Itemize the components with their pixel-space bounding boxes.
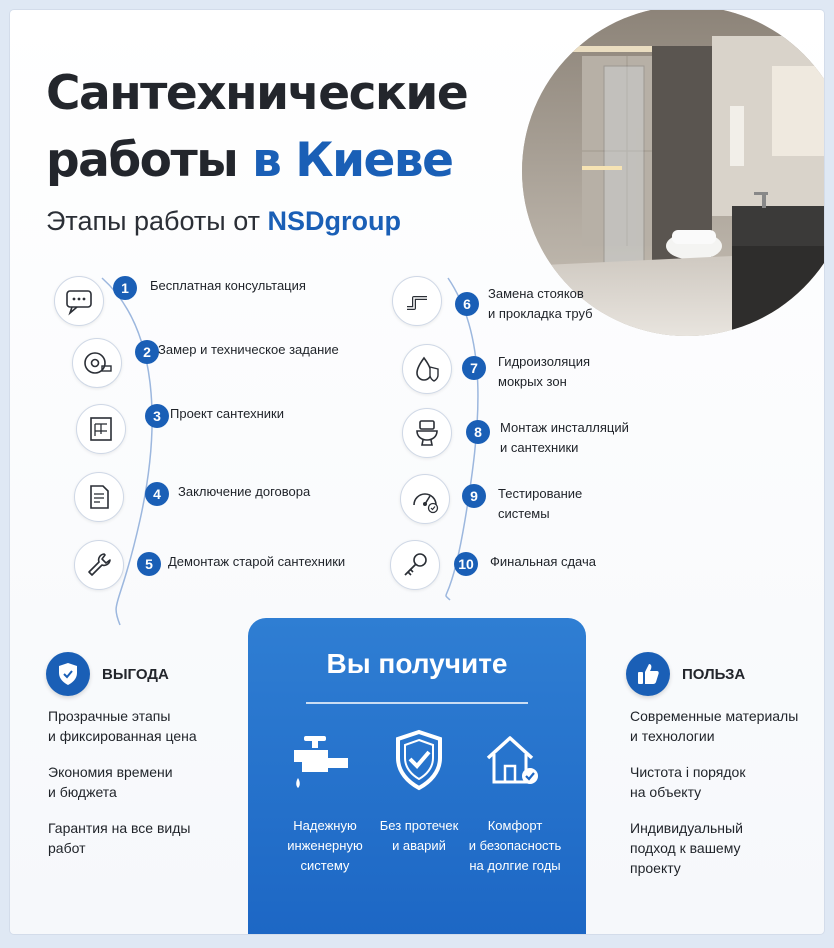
subtitle-brand: NSDgroup: [267, 206, 401, 236]
subtitle-prefix: Этапы работы от: [46, 206, 260, 236]
step-label: Финальная сдача: [490, 554, 597, 569]
toilet-icon: [402, 408, 452, 458]
step-number: 7: [462, 356, 486, 380]
step-label: Тестирование системы: [498, 486, 583, 521]
benefit-item-1: Прозрачные этапы и фиксированная цена: [48, 708, 197, 744]
step-number: 4: [145, 482, 169, 506]
step-number: 3: [145, 404, 169, 428]
value-item-1: Современные материалы и технологии: [630, 708, 799, 744]
faucet-icon: [288, 728, 358, 792]
chat-icon: [54, 276, 104, 326]
house-check-icon: [478, 728, 548, 792]
step-label: Замена стояков и прокладка труб: [488, 286, 593, 321]
you-get-heading: Вы получите: [326, 648, 508, 679]
shield-check-icon: [384, 728, 454, 792]
step-label: Демонтаж старой сантехники: [168, 554, 346, 569]
pipe-icon: [392, 276, 442, 326]
blueprint-icon: [76, 404, 126, 454]
step-label: Замер и техническое задание: [158, 342, 339, 357]
title-plain: работы: [46, 133, 238, 188]
page-subtitle: [46, 206, 401, 237]
value-heading-text: ПОЛЬЗА: [682, 665, 746, 683]
you-get-panel: [248, 618, 586, 934]
value-item-3: Индивидуальный подход к вашему проекту: [630, 820, 743, 876]
title-line-2: [46, 127, 516, 194]
title-accent: в Киеве: [252, 133, 453, 188]
step-number: 10: [454, 552, 478, 576]
title-line-1: Сантехнические: [46, 66, 468, 121]
key-icon: [390, 540, 440, 590]
shield-check-badge-icon: [46, 652, 90, 696]
value-block-heading: [626, 652, 745, 696]
step-number: 2: [135, 340, 159, 364]
thumbs-up-icon: [626, 652, 670, 696]
step-label: Монтаж инсталляций и сантехники: [500, 420, 629, 455]
page-title: [46, 60, 516, 194]
benefit-item-3: Гарантия на все виды работ: [48, 820, 191, 856]
benefit-comfort: Комфорт и безопасность на долгие годы: [468, 818, 562, 873]
benefit-no-leaks: Без протечек и аварий: [379, 818, 459, 853]
step-label: Бесплатная консультация: [150, 278, 306, 293]
benefit-block-heading: [46, 652, 169, 696]
gauge-icon: [400, 474, 450, 524]
benefit-item-2: Экономия времени и бюджета: [48, 764, 173, 800]
benefit-heading-text: ВЫГОДА: [102, 665, 169, 683]
tape-measure-icon: [72, 338, 122, 388]
contract-icon: [74, 472, 124, 522]
wrench-icon: [74, 540, 124, 590]
step-label: Гидроизоляция мокрых зон: [498, 354, 591, 389]
step-number: 8: [466, 420, 490, 444]
step-number: 6: [455, 292, 479, 316]
step-number: 5: [137, 552, 161, 576]
water-shield-icon: [402, 344, 452, 394]
step-number: 9: [462, 484, 486, 508]
step-label: Заключение договора: [178, 484, 311, 499]
value-item-2: Чистота і порядок на объекту: [630, 764, 746, 800]
infographic-card: [10, 10, 824, 934]
divider: [306, 702, 528, 704]
step-label: Проект сантехники: [170, 406, 284, 421]
step-number: 1: [113, 276, 137, 300]
benefit-reliable-system: Надежную инженерную систему: [287, 818, 363, 873]
